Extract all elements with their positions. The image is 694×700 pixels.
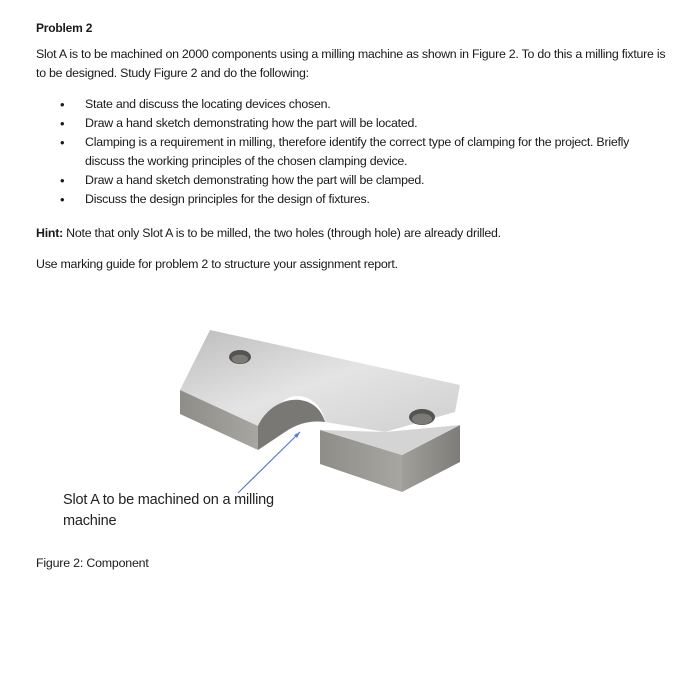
marking-guide-note: Use marking guide for problem 2 to structure your assignment report. [36, 257, 398, 271]
task-item: • State and discuss the locating devices chosen. [60, 97, 331, 112]
task-item: • Draw a hand sketch demonstrating how the part will be located. [60, 116, 418, 131]
bullet-icon: • [60, 135, 65, 150]
problem-title: Problem 2 [36, 21, 93, 35]
figure-caption: Figure 2: Component [36, 556, 149, 570]
bullet-icon: • [60, 116, 65, 131]
slot-annotation: Slot A to be machined on a milling machine [63, 492, 274, 529]
hint-note [36, 226, 501, 240]
task-item: • Discuss the design principles for the design of fixtures. [60, 192, 370, 207]
task-item: • Draw a hand sketch demonstrating how the part will be clamped. [60, 173, 425, 188]
intro-paragraph: Slot A is to be machined on 2000 components using a milling machine as shown in Figure 2. To do this a milling fixture is to be designed. Study Figure 2 and do the following: [36, 47, 666, 80]
bullet-icon: • [60, 97, 65, 112]
task-item: • Clamping is a requirement in milling, therefore identify the correct type of clamping for the project. Briefly discuss the working principles of the chosen clamping device. [60, 135, 630, 168]
bullet-icon: • [60, 173, 65, 188]
bullet-icon: • [60, 192, 65, 207]
task-list [56, 95, 656, 209]
hint-text: Note that only Slot A is to be milled, the two holes (through hole) are already drilled. [62, 226, 501, 240]
hint-label: Hint: [36, 226, 63, 240]
